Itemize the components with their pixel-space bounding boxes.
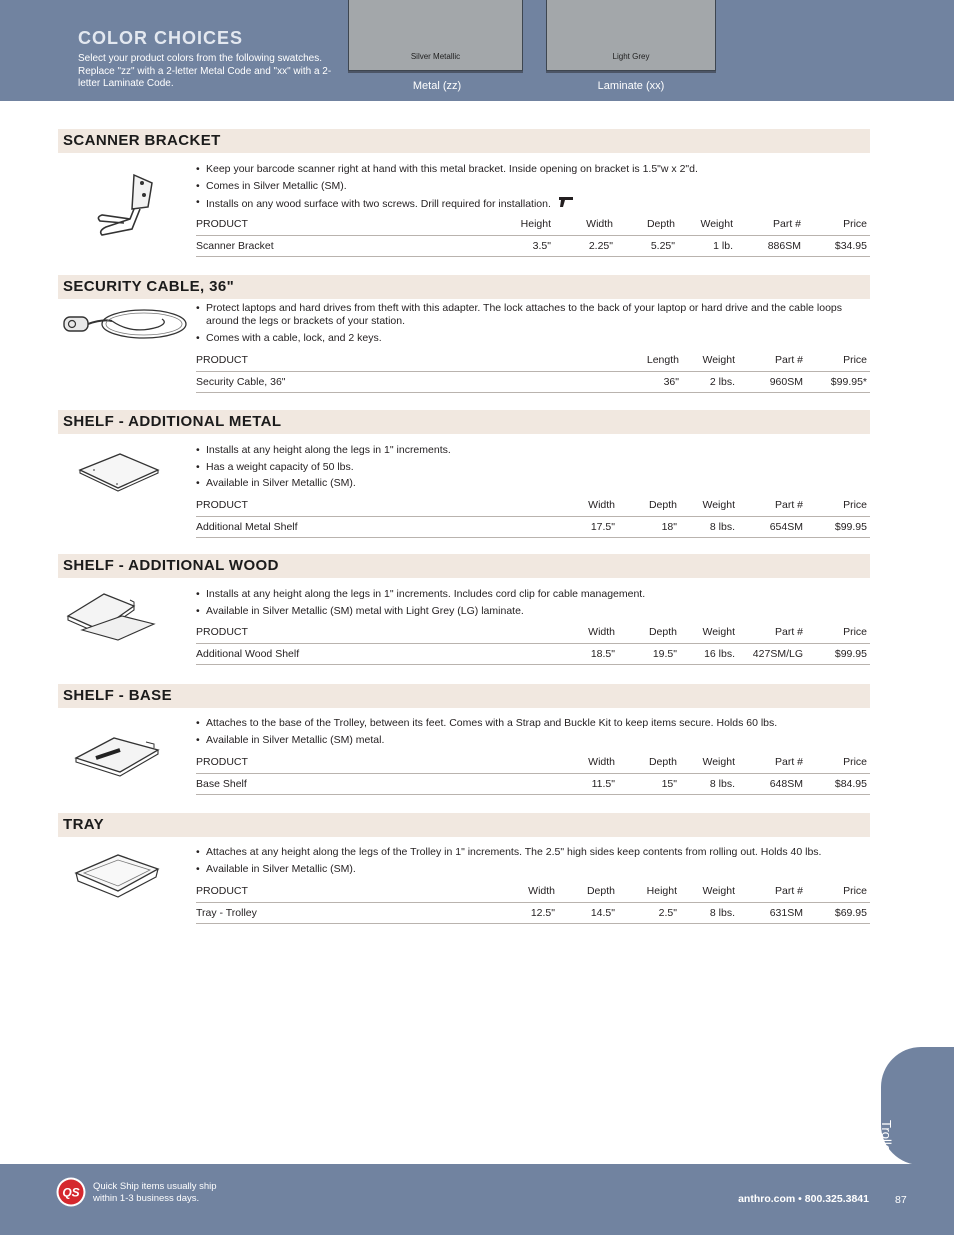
column-header: PRODUCT: [196, 752, 554, 773]
column-header: Depth: [618, 495, 680, 516]
section-header-bar: [58, 275, 870, 299]
column-header: Width: [554, 622, 618, 643]
section-title: SCANNER BRACKET: [63, 132, 221, 149]
security-cable-image: [62, 307, 187, 348]
spec-table: [196, 350, 870, 393]
table-cell: $69.95: [806, 902, 870, 923]
section-header-bar: [58, 410, 870, 434]
section-title: SHELF - BASE: [63, 687, 172, 704]
section-bullets: [196, 588, 870, 621]
bullet-item: • Available in Silver Metallic (SM) metal with Light Grey (LG) laminate.: [196, 604, 524, 617]
column-header: Part #: [738, 495, 806, 516]
table-cell: 2 lbs.: [682, 371, 738, 392]
drill-icon: [558, 196, 574, 212]
table-cell: Additional Wood Shelf: [196, 643, 554, 664]
column-header: Weight: [682, 350, 738, 371]
section-scanner-bracket: [0, 129, 954, 260]
spec-table: [196, 881, 870, 924]
base-shelf-image: [62, 732, 162, 787]
table-cell: Base Shelf: [196, 773, 554, 794]
column-header: Depth: [558, 881, 618, 902]
column-header: Price: [806, 622, 870, 643]
section-header-bar: [58, 813, 870, 837]
column-header: Price: [806, 752, 870, 773]
bullet-item: • Has a weight capacity of 50 lbs.: [196, 460, 354, 473]
table-cell: 654SM: [738, 516, 806, 537]
spec-table: [196, 214, 870, 257]
scanner-bracket-image: [62, 169, 162, 244]
column-header: Part #: [738, 752, 806, 773]
column-header: Depth: [618, 752, 680, 773]
section-shelf-base: [0, 684, 954, 799]
column-header: PRODUCT: [196, 350, 620, 371]
table-cell: Tray - Trolley: [196, 902, 494, 923]
section-title: SHELF - ADDITIONAL METAL: [63, 413, 282, 430]
table-cell: 886SM: [736, 235, 804, 256]
spec-table: [196, 752, 870, 795]
table-cell: $99.95: [806, 516, 870, 537]
color-choices-title: COLOR CHOICES: [78, 28, 244, 48]
bullet-item: • Attaches at any height along the legs of the Trolley in 1" increments. The 2.5" high sides keep contents from rolling out. Holds 40 lbs.: [196, 846, 822, 858]
table-cell: 8 lbs.: [680, 773, 738, 794]
bullet-item: • Keep your barcode scanner right at hand with this metal bracket. Inside opening on bracket is 1.5"w x 2"d.: [196, 163, 698, 175]
color-choices-header: [0, 0, 954, 101]
section-header-bar: [58, 684, 870, 708]
column-header: Price: [806, 495, 870, 516]
quick-ship-note: [93, 1181, 217, 1205]
table-cell: 18": [618, 516, 680, 537]
table-cell: Scanner Bracket: [196, 235, 486, 256]
quick-ship-line: Quick Ship items usually ship: [93, 1181, 217, 1192]
bullet-item: • Installs on any wood surface with two screws. Drill required for installation.: [196, 196, 870, 212]
table-cell: 631SM: [738, 902, 806, 923]
section-header-bar: [58, 129, 870, 153]
table-row: [196, 235, 870, 256]
table-cell: 8 lbs.: [680, 516, 738, 537]
bullet-item: • Available in Silver Metallic (SM).: [196, 477, 356, 489]
column-header: PRODUCT: [196, 622, 554, 643]
section-shelf-additional-metal: [0, 410, 954, 542]
table-cell: 15": [618, 773, 680, 794]
column-header: Height: [618, 881, 680, 902]
section-bullets: [196, 163, 870, 216]
column-header: Weight: [680, 752, 738, 773]
column-header: Depth: [616, 214, 678, 235]
column-header: Length: [620, 350, 682, 371]
spec-table: [196, 495, 870, 538]
column-header: Weight: [680, 495, 738, 516]
column-header: PRODUCT: [196, 881, 494, 902]
section-bullets: [196, 846, 870, 879]
column-header: Part #: [736, 214, 804, 235]
column-header: PRODUCT: [196, 214, 486, 235]
column-header: PRODUCT: [196, 495, 554, 516]
table-cell: 3.5": [486, 235, 554, 256]
column-header: Part #: [738, 881, 806, 902]
table-row: [196, 643, 870, 664]
bullet-item: • Installs at any height along the legs in 1" increments. Includes cord clip for cable management.: [196, 588, 646, 600]
table-cell: 12.5": [494, 902, 558, 923]
swatch-caption-laminate: Laminate (xx): [597, 80, 665, 92]
table-cell: 427SM/LG: [738, 643, 806, 664]
section-bullets: [196, 444, 870, 494]
tray-image: [62, 851, 162, 906]
quick-ship-logo-icon: [56, 1177, 86, 1207]
bullet-item: • Comes in Silver Metallic (SM).: [196, 179, 347, 192]
table-cell: 16 lbs.: [680, 643, 738, 664]
table-cell: 2.5": [618, 902, 680, 923]
table-cell: 14.5": [558, 902, 618, 923]
table-row: [196, 773, 870, 794]
bullet-item: • Installs at any height along the legs in 1" increments.: [196, 444, 451, 456]
spec-table: [196, 622, 870, 665]
svg-text:QS: QS: [62, 1185, 80, 1200]
column-header: Part #: [738, 622, 806, 643]
column-header: Width: [554, 214, 616, 235]
table-cell: $84.95: [806, 773, 870, 794]
side-tab-label: Trolley: [879, 1120, 894, 1159]
section-title: TRAY: [63, 816, 105, 833]
bullet-item: • Attaches to the base of the Trolley, between its feet. Comes with a Strap and Buckle Kit to keep items secure. Holds 60 lbs.: [196, 717, 778, 729]
section-security-cable: [0, 275, 954, 397]
swatch-light-grey: [546, 0, 716, 71]
color-choices-description: Select your product colors from the following swatches. Replace "zz" with a 2-letter Metal Code and "xx" with a 2-letter Laminate Code.: [78, 53, 332, 89]
table-cell: 5.25": [616, 235, 678, 256]
section-shelf-additional-wood: [0, 554, 954, 669]
table-cell: 19.5": [618, 643, 680, 664]
table-cell: 11.5": [554, 773, 618, 794]
section-title: SHELF - ADDITIONAL WOOD: [63, 557, 279, 574]
column-header: Width: [554, 752, 618, 773]
table-cell: 960SM: [738, 371, 806, 392]
bullet-item: • Available in Silver Metallic (SM) metal.: [196, 733, 385, 746]
contact-info: anthro.com • 800.325.3841: [738, 1193, 869, 1205]
quick-ship-line: within 1-3 business days.: [93, 1193, 200, 1204]
table-cell: Security Cable, 36": [196, 371, 620, 392]
bullet-item: • Comes with a cable, lock, and 2 keys.: [196, 331, 382, 344]
table-cell: $34.95: [804, 235, 870, 256]
table-cell: 18.5": [554, 643, 618, 664]
table-cell: 17.5": [554, 516, 618, 537]
swatch-name: Light Grey: [612, 52, 650, 61]
table-cell: 8 lbs.: [680, 902, 738, 923]
table-cell: 648SM: [738, 773, 806, 794]
column-header: Price: [804, 214, 870, 235]
table-row: [196, 516, 870, 537]
table-cell: 1 lb.: [678, 235, 736, 256]
section-header-bar: [58, 554, 870, 578]
table-cell: 2.25": [554, 235, 616, 256]
swatch-caption-metal: Metal (zz): [412, 80, 462, 92]
section-title: SECURITY CABLE, 36": [63, 278, 235, 295]
section-bullets: [196, 302, 870, 348]
table-cell: $99.95*: [806, 371, 870, 392]
column-header: Width: [494, 881, 558, 902]
column-header: Weight: [680, 622, 738, 643]
wood-shelf-image: [62, 590, 162, 655]
column-header: Weight: [678, 214, 736, 235]
column-header: Price: [806, 350, 870, 371]
column-header: Weight: [680, 881, 738, 902]
table-cell: 36": [620, 371, 682, 392]
table-row: [196, 371, 870, 392]
column-header: Depth: [618, 622, 680, 643]
bullet-item: • Available in Silver Metallic (SM).: [196, 862, 356, 875]
swatch-silver-metallic: [348, 0, 523, 71]
metal-shelf-image: [62, 448, 162, 503]
column-header: Height: [486, 214, 554, 235]
column-header: Width: [554, 495, 618, 516]
table-row: [196, 902, 870, 923]
swatch-name: Silver Metallic: [410, 52, 461, 61]
table-cell: $99.95: [806, 643, 870, 664]
bullet-item: • Protect laptops and hard drives from theft with this adapter. The lock attaches to the back of your laptop or hard drive and the cable loops around the legs or brackets of your station.: [196, 302, 843, 327]
column-header: Price: [806, 881, 870, 902]
column-header: Part #: [738, 350, 806, 371]
section-tray: [0, 813, 954, 928]
section-bullets: [196, 717, 870, 750]
table-cell: Additional Metal Shelf: [196, 516, 554, 537]
page-number: 87: [895, 1194, 907, 1206]
